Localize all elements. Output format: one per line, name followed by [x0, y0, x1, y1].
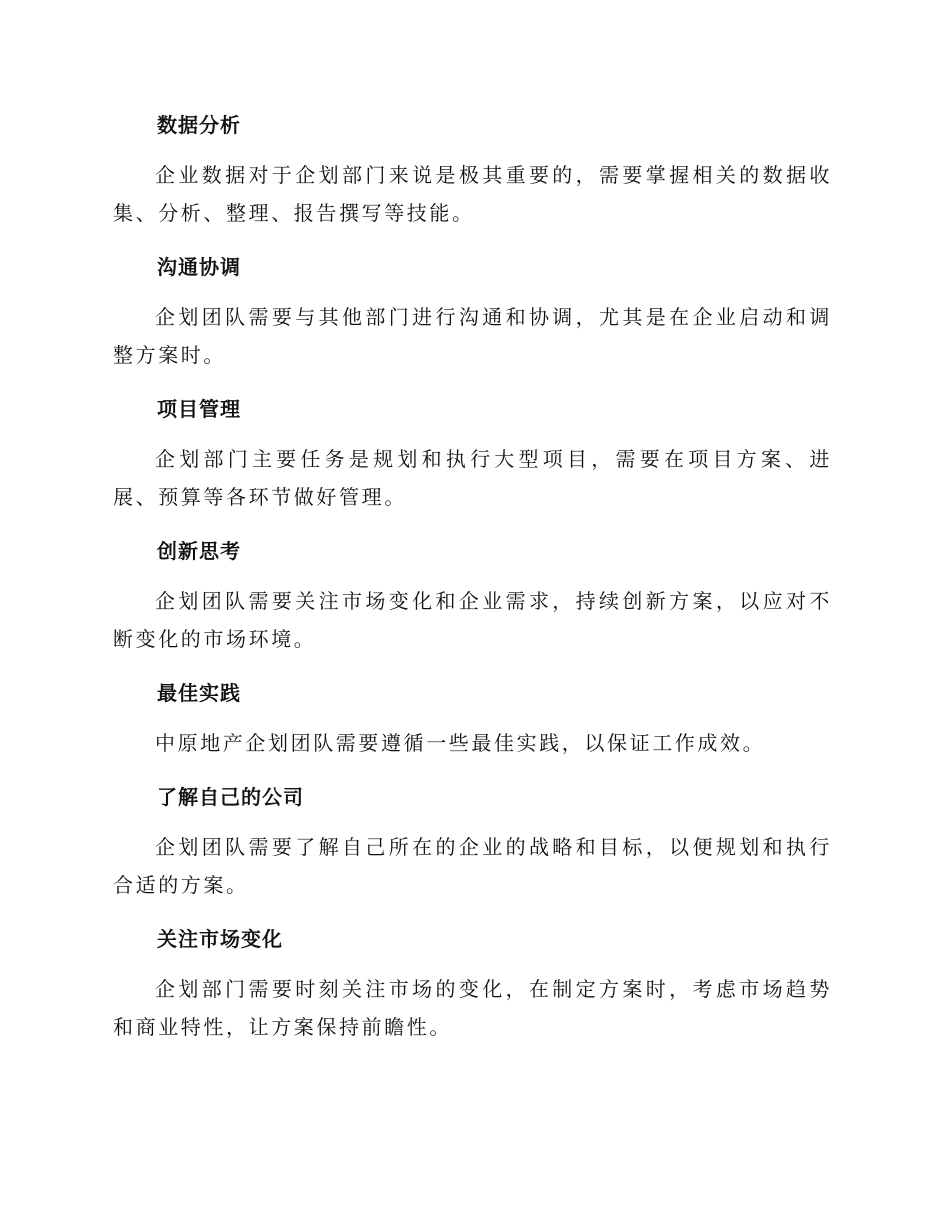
section-paragraph: 企划部门需要时刻关注市场的变化，在制定方案时，考虑市场趋势和商业特性，让方案保持前瞻性。	[113, 977, 832, 1039]
section-innovative-thinking	[113, 536, 832, 658]
section-paragraph: 中原地产企划团队需要遵循一些最佳实践，以保证工作成效。	[155, 731, 766, 755]
section-communication	[113, 252, 832, 374]
section-paragraph: 企划团队需要与其他部门进行沟通和协调，尤其是在企业启动和调整方案时。	[113, 305, 832, 367]
section-paragraph: 企业数据对于企划部门来说是极其重要的，需要掌握相关的数据收集、分析、整理、报告撰写等技能。	[113, 163, 832, 225]
section-heading: 最佳实践	[157, 681, 241, 705]
section-heading: 创新思考	[157, 539, 241, 563]
section-data-analysis	[113, 110, 832, 232]
section-project-management	[113, 394, 832, 516]
section-paragraph: 企划部门主要任务是规划和执行大型项目，需要在项目方案、进展、预算等各环节做好管理。	[113, 447, 832, 509]
section-market-changes	[113, 924, 832, 1046]
section-paragraph: 企划团队需要关注市场变化和企业需求，持续创新方案，以应对不断变化的市场环境。	[113, 589, 832, 651]
section-paragraph: 企划团队需要了解自己所在的企业的战略和目标，以便规划和执行合适的方案。	[113, 835, 832, 897]
section-best-practices	[113, 678, 832, 762]
section-heading: 沟通协调	[157, 255, 241, 279]
section-heading: 项目管理	[157, 397, 241, 421]
section-know-your-company	[113, 782, 832, 904]
section-heading: 了解自己的公司	[157, 785, 304, 809]
section-heading: 数据分析	[157, 113, 241, 137]
section-heading: 关注市场变化	[157, 927, 283, 951]
